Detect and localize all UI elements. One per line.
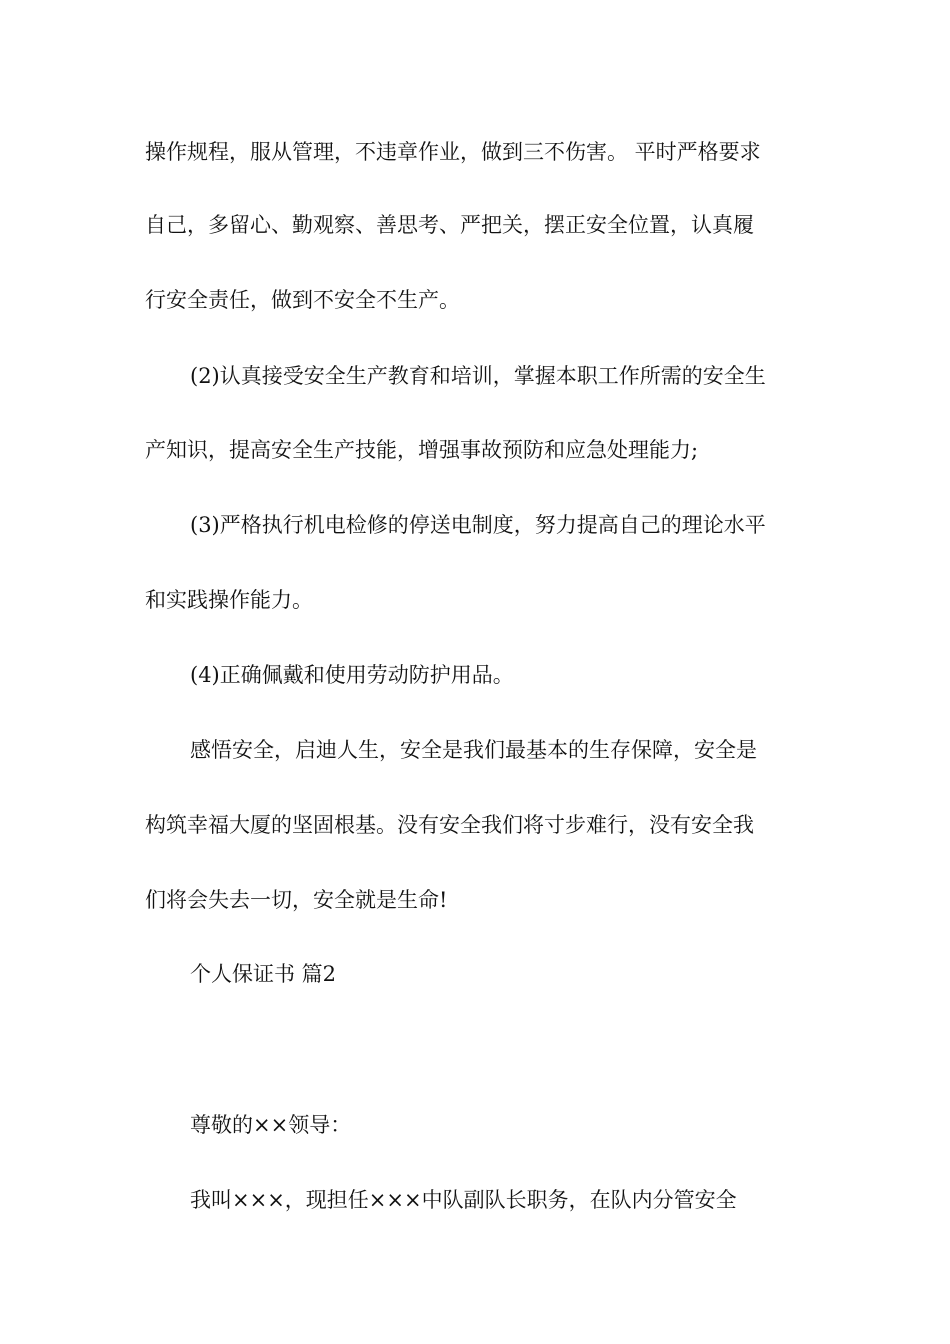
paragraph-line: 行安全责任，做到不安全不生产。	[145, 288, 460, 312]
paragraph-line: 自己，多留心、勤观察、善思考、严把关，摆正安全位置，认真履	[145, 213, 754, 237]
paragraph-line: 构筑幸福大厦的坚固根基。没有安全我们将寸步难行，没有安全我	[145, 813, 754, 837]
paragraph-line: 产知识，提高安全生产技能，增强事故预防和应急处理能力;	[145, 438, 699, 462]
paragraph-line: 感悟安全，启迪人生，安全是我们最基本的生存保障，安全是	[190, 738, 757, 762]
paragraph-line: (3)严格执行机电检修的停送电制度，努力提高自己的理论水平	[190, 513, 766, 537]
paragraph-line: 我叫×××，现担任×××中队副队长职务，在队内分管安全	[190, 1188, 737, 1212]
paragraph-line: (4)正确佩戴和使用劳动防护用品。	[190, 663, 514, 687]
salutation: 尊敬的××领导：	[190, 1113, 352, 1137]
paragraph-line: 们将会失去一切，安全就是生命!	[145, 888, 448, 912]
paragraph-line: (2)认真接受安全生产教育和培训，掌握本职工作所需的安全生	[190, 364, 766, 388]
paragraph-line: 和实践操作能力。	[145, 588, 313, 612]
section-heading: 个人保证书 篇2	[190, 962, 337, 986]
paragraph-line: 操作规程，服从管理，不违章作业，做到三不伤害。 平时严格要求	[145, 140, 761, 164]
